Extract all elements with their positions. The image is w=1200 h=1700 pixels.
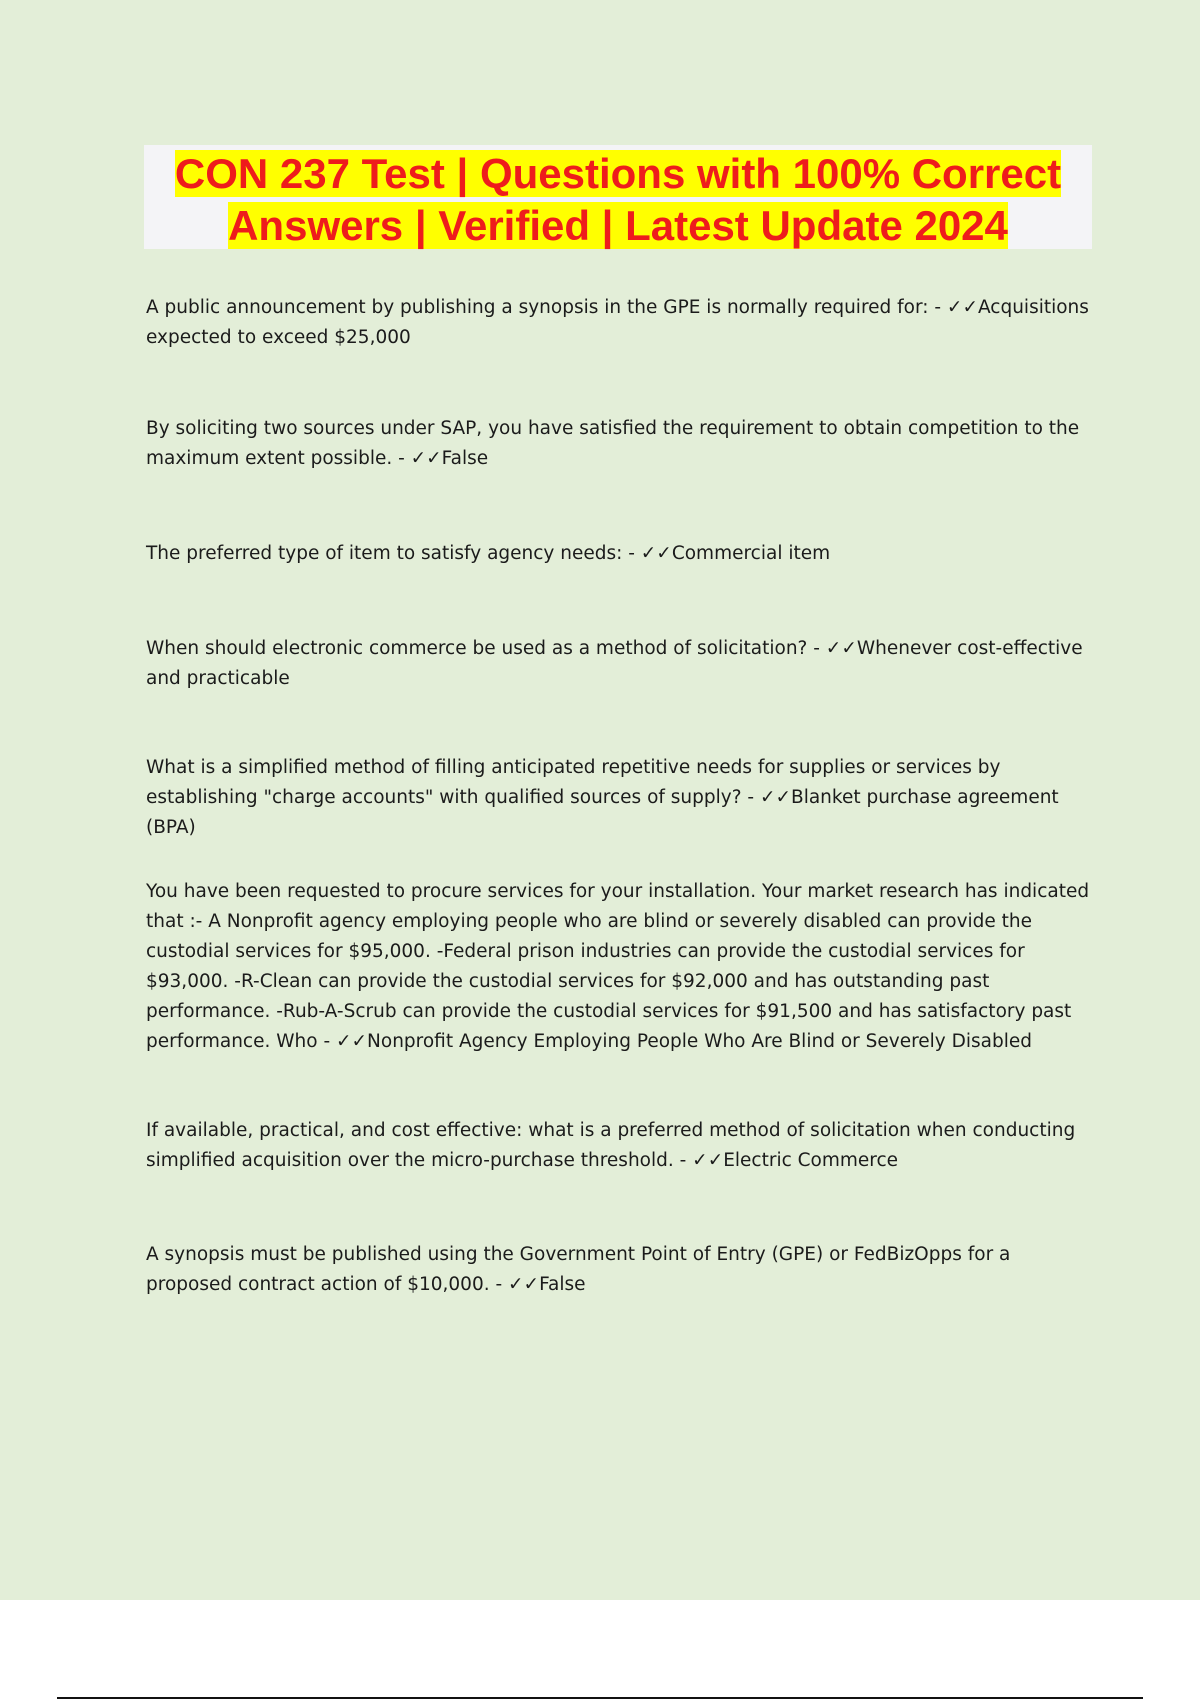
answer-text: False	[441, 448, 489, 469]
answer-text: Blanket purchase agreement (BPA)	[146, 787, 1059, 838]
answer-separator: - ✓✓	[741, 787, 791, 808]
answer-text: Whenever cost-effective and practicable	[146, 638, 1083, 689]
answer-text: False	[539, 1274, 586, 1295]
qa-item-3	[146, 539, 1096, 569]
answer-separator: - ✓✓	[622, 543, 672, 564]
question-text: When should electronic commerce be used as a method of solicitation?	[146, 638, 808, 659]
answer-separator: - ✓✓	[673, 1150, 724, 1171]
question-text: If available, practical, and cost effective: what is a preferred method of solicitation when conducting simplified acquisition over the micro-purchase threshold.	[146, 1120, 1076, 1171]
qa-item-7	[146, 1116, 1096, 1176]
question-text: By soliciting two sources under SAP, you have satisfied the requirement to obtain competition to the maximum extent possible.	[146, 418, 1080, 469]
qa-item-1	[146, 293, 1096, 353]
title-line-1: CON 237 Test | Questions with 100% Correct	[174, 150, 1062, 197]
answer-separator: - ✓✓	[928, 297, 978, 318]
answer-text: Commercial item	[671, 543, 831, 564]
qa-item-8	[146, 1240, 1096, 1300]
document-title	[144, 145, 1092, 252]
answer-separator: - ✓✓	[392, 448, 442, 469]
title-line-2: Answers | Verified | Latest Update 2024	[228, 202, 1008, 249]
qa-item-5	[146, 753, 1096, 843]
title-banner	[144, 145, 1092, 249]
question-text: A public announcement by publishing a synopsis in the GPE is normally required for:	[146, 297, 929, 318]
qa-item-6	[146, 877, 1096, 1057]
footer-divider	[57, 1697, 1143, 1699]
qa-item-4	[146, 634, 1096, 694]
answer-separator: - ✓✓	[489, 1274, 540, 1295]
answer-text: Acquisitions expected to exceed $25,000	[146, 297, 1089, 348]
question-text: The preferred type of item to satisfy agency needs:	[146, 543, 623, 564]
answer-text: Nonprofit Agency Employing People Who Are Blind or Severely Disabled	[367, 1031, 1032, 1052]
question-text: A synopsis must be published using the Government Point of Entry (GPE) or FedBizOpps for a proposed contract action of $10,000.	[146, 1244, 1011, 1295]
answer-separator: - ✓✓	[317, 1031, 368, 1052]
answer-text: Electric Commerce	[723, 1150, 899, 1171]
qa-item-2	[146, 414, 1096, 474]
answer-separator: - ✓✓	[807, 638, 857, 659]
question-text: What is a simplified method of filling anticipated repetitive needs for supplies or services by establishing "charge accounts" with qualified sources of supply?	[146, 757, 1001, 808]
question-text: You have been requested to procure services for your installation. Your market research has indicated that :- A Nonprofit agency employing people who are blind or severely disabled can provide the custodial services for $95,000. -Federal prison industries can provide the custodial services for $93,000. -R-Clean can provide the custodial services for $92,000 and has outstanding past performance. -Rub-A-Scrub can provide the custodial services for $91,500 and has satisfactory past performance. Who	[146, 881, 1090, 1052]
